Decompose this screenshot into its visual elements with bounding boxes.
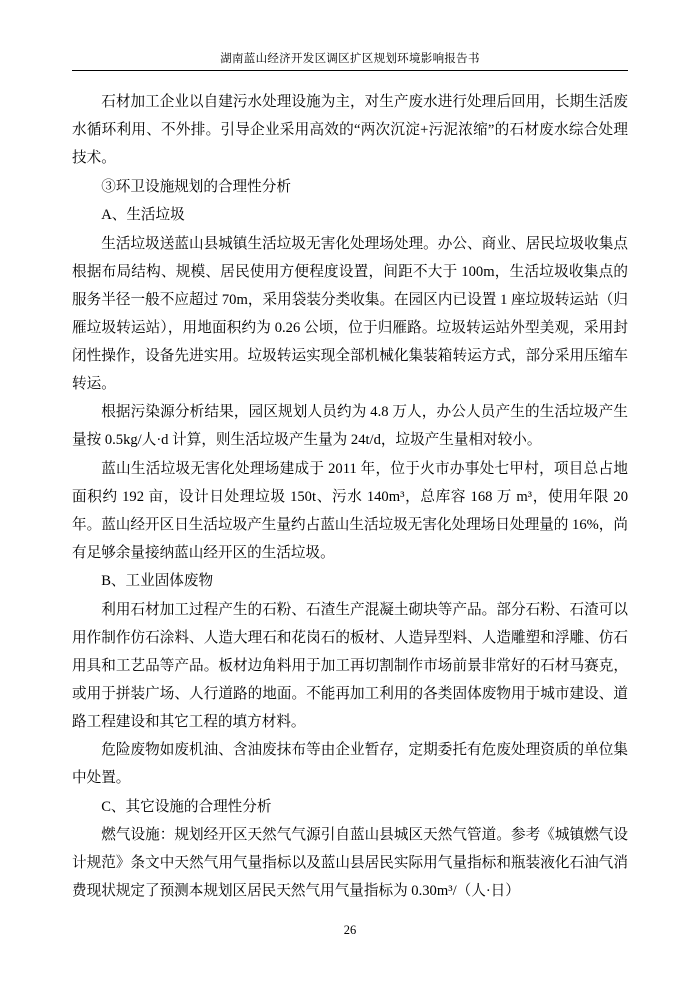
- paragraph: 燃气设施：规划经开区天然气气源引自蓝山县城区天然气管道。参考《城镇燃气设计规范》条文中天然气用气量指标以及蓝山县居民实际用气量指标和瓶装液化石油气消费现状规定了预测本规划区居民天然气用气量指标为 0.30m³/（人·日）: [72, 827, 628, 900]
- page-header: 湖南蓝山经济开发区调区扩区规划环境影响报告书: [220, 53, 480, 65]
- paragraph: A、生活垃圾: [101, 207, 185, 224]
- paragraph: 石材加工企业以自建污水处理设施为主，对生产废水进行处理后回用，长期生活废水循环利用、不外排。引导企业采用高效的“两次沉淀+污泥浓缩”的石材废水综合处理技术。: [72, 94, 628, 167]
- paragraph: B、工业固体废物: [101, 573, 214, 590]
- paragraph: 根据污染源分析结果，园区规划人员约为 4.8 万人，办公人员产生的生活垃圾产生量按 0.5kg/人·d 计算，则生活垃圾产生量为 24t/d，垃圾产生量相对较小。: [72, 404, 628, 449]
- document-body: [72, 88, 628, 906]
- paragraph: ③环卫设施规划的合理性分析: [101, 178, 291, 195]
- paragraph: 生活垃圾送蓝山县城镇生活垃圾无害化处理场处理。办公、商业、居民垃圾收集点根据布局结构、规模、居民使用方便程度设置，间距不大于 100m，生活垃圾收集点的服务半径一般不应超过 70m，采用袋装分类收集。在园区内已设置 1 座垃圾转运站（归雁垃圾转运站），用地面积约为 0.26 公顷，位于归雁路。垃圾转运站外型美观，采用封闭性操作，设备先进实用。垃圾转运实现全部机械化集装箱转运方式，部分采用压缩车转运。: [72, 235, 628, 392]
- paragraph: 危险废物如废机油、含油废抹布等由企业暂存，定期委托有危废处理资质的单位集中处置。: [72, 742, 628, 787]
- paragraph: C、其它设施的合理性分析: [101, 798, 272, 815]
- paragraph: 蓝山生活垃圾无害化处理场建成于 2011 年，位于火市办事处七甲村，项目总占地面积约 192 亩，设计日处理垃圾 150t、污水 140m³，总库容 168 万 m³，使用年限 20 年。蓝山经开区日生活垃圾产生量约占蓝山生活垃圾无害化处理场日处理量的 16%，尚有足够余量接纳蓝山经开区的生活垃圾。: [72, 460, 628, 561]
- page-number: 26: [343, 923, 357, 937]
- header-divider: [72, 70, 628, 71]
- paragraph: 利用石材加工过程产生的石粉、石渣生产混凝土砌块等产品。部分石粉、石渣可以用作制作仿石涂料、人造大理石和花岗石的板材、人造异型料、人造雕塑和浮雕、仿石用具和工艺品等产品。板材边角料用于加工再切割制作市场前景非常好的石材马赛克，或用于拼装广场、人行道路的地面。不能再加工利用的各类固体废物用于城市建设、道路工程建设和其它工程的填方材料。: [72, 601, 628, 730]
